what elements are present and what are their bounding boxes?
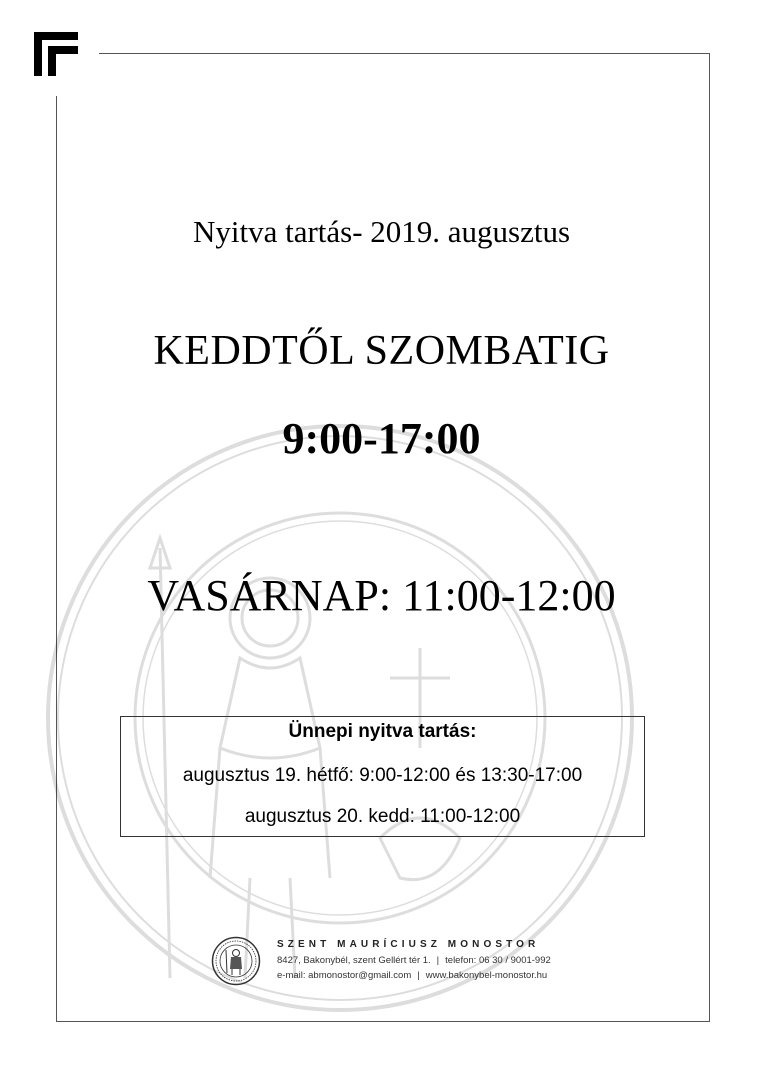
separator: | [436,955,440,966]
contact-email-website [277,970,547,981]
email-link[interactable]: e-mail: abmonostor@gmail.com [277,970,412,981]
holiday-hours-line: augusztus 19. hétfő: 9:00-12:00 és 13:30-17:00 [182,765,583,786]
website-link[interactable]: www.bakonybel-monostor.hu [425,970,548,981]
address-text: 8427, Bakonybél, szent Gellért tér 1. [277,955,431,966]
phone-text: telefon: 06 30 / 9001-992 [445,955,551,966]
separator: | [417,970,420,981]
sunday-hours: VASÁRNAP: 11:00-12:00 [147,571,616,620]
monastery-name: SZENT MAURÍCIUSZ MONOSTOR [277,939,540,950]
holiday-hours-line: augusztus 20. kedd: 11:00-12:00 [244,806,521,827]
holiday-hours-title: Ünnepi nyitva tartás: [288,721,477,742]
frame-line-bottom [56,1021,710,1022]
corner-bracket-logo-icon [34,32,78,76]
frame-line-right [709,53,710,1022]
contact-address-phone [277,955,551,966]
monastery-seal-icon [211,936,261,986]
weekday-range-heading: KEDDTŐL SZOMBATIG [153,328,610,374]
holiday-hours-box [120,716,645,837]
weekday-hours: 9:00-17:00 [282,414,481,463]
frame-line-top [99,53,710,54]
opening-hours-subtitle: Nyitva tartás- 2019. augusztus [192,214,571,249]
